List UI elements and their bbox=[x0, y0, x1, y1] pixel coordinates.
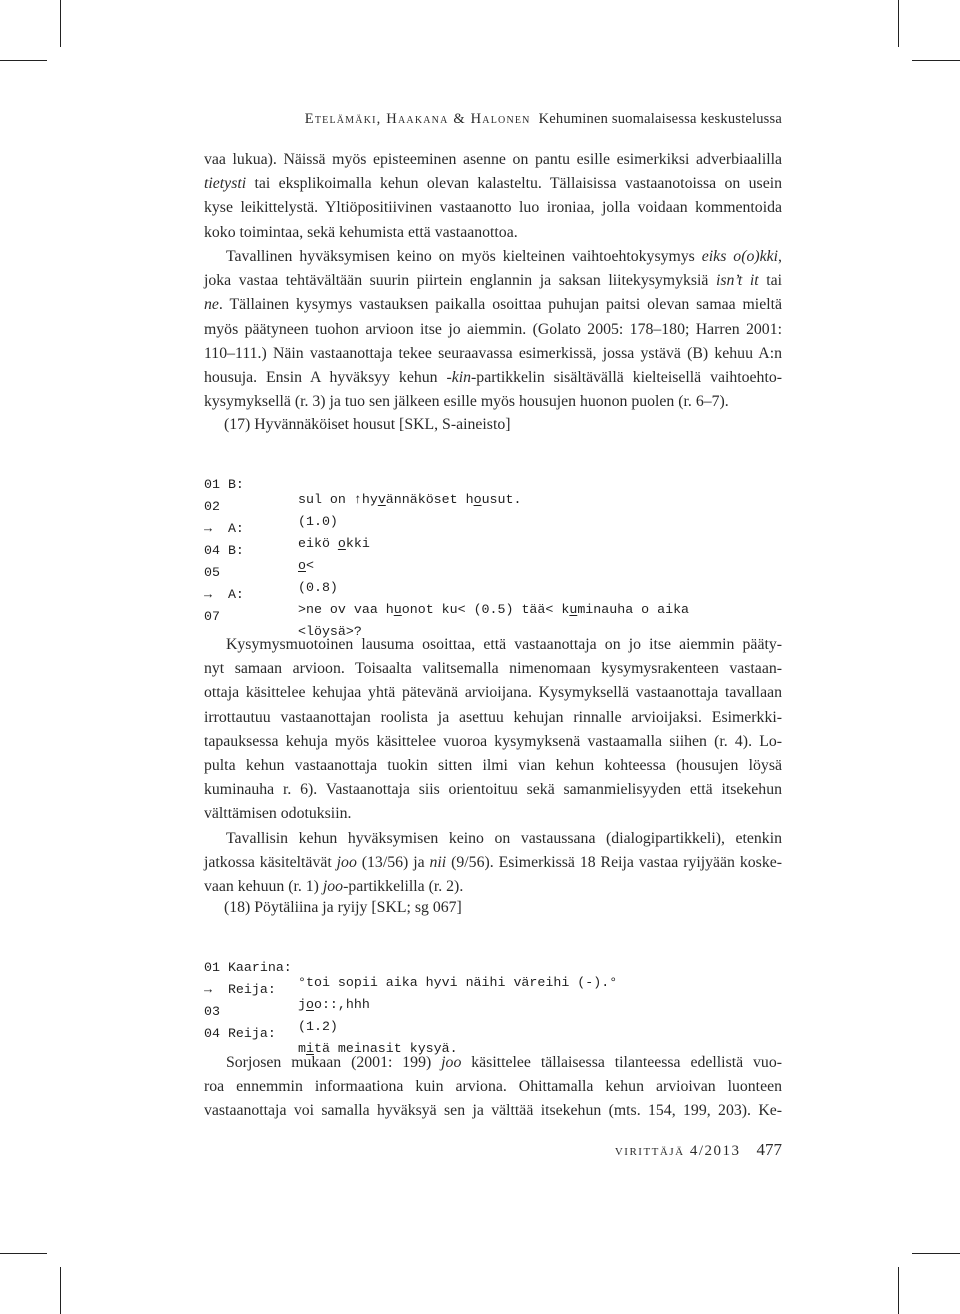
page-footer bbox=[610, 1140, 782, 1160]
crop-mark bbox=[912, 60, 960, 61]
text-line: kyse leikittelystä. Yltiöpositiivinen vastaanotto luo ironiaa, jolla voidaan kommentoida bbox=[204, 199, 782, 217]
text-line: housuja. Ensin A hyväksyy kehun -kin-partikkelin sisältävällä kielteisellä vaihtoehto- bbox=[204, 369, 783, 387]
paragraph-2 bbox=[204, 245, 782, 414]
text-line: ottaja käsittelee kehujaa yhtä pätevänä arvioijana. Kysymyksellä vastaanottaja tavallaan bbox=[204, 684, 782, 702]
transcript-line: 02 (1.0) bbox=[204, 499, 338, 529]
text-line: jatkossa käsiteltävät joo (13/56) ja nii (9/56). Esimerkissä 18 Reija vastaa ryijyään koske- bbox=[204, 854, 782, 872]
transcript-line: 01 B: sul on ↑hyvännäköset housut. bbox=[204, 477, 522, 507]
text-line: koko toimintaa, sekä kehumista että vastaanottoa. bbox=[204, 223, 518, 241]
pitch-up-arrow-icon: ↑ bbox=[353, 492, 362, 507]
example-18-caption: (18) Pöytäliina ja ryijy [SKL; sg 067] bbox=[224, 899, 462, 916]
transcript-line: 05 (0.8) bbox=[204, 565, 338, 595]
text-line: tietysti tai eksplikoimalla kehun olevan kalasteltu. Tällaisissa vastaanotoissa on usein bbox=[204, 175, 782, 193]
text-line: vaan kehuun (r. 1) joo-partikkelilla (r. 2). bbox=[204, 878, 464, 896]
transcript-line: 04 B: o< bbox=[204, 543, 314, 573]
text-line: roa ennemmin informaationa kuin arviona. Ohittamalla kehun arvioivan luonteen bbox=[204, 1078, 782, 1096]
text-line: vaa lukua). Näissä myös episteeminen asenne on pantu esille esimerkiksi adverbiaalilla bbox=[204, 151, 782, 168]
running-head-title: Kehuminen suomalaisessa keskustelussa bbox=[538, 111, 782, 127]
text-line: kuminauha r. 6). Vastaanottaja siis orientoituu sekä samanmielisyyden että itsekehun bbox=[204, 781, 782, 799]
text-line: välttämisen odotuksiin. bbox=[204, 805, 352, 823]
paragraph-5 bbox=[204, 1051, 782, 1124]
running-head-authors: Etelämäki, Haakana & Halonen bbox=[304, 111, 531, 127]
paragraph-1 bbox=[204, 148, 782, 245]
text-line: Tavallisin kehun hyväksymisen keino on vastaussana (dialogipartikkeli), etenkin bbox=[226, 830, 782, 847]
crop-mark bbox=[0, 1253, 47, 1254]
text-line: tapauksessa kehuja myös käsittelee vuoroa kysymyksenä vastaamalla siihen (r. 4). Lo- bbox=[204, 732, 782, 750]
text-line: Tavallinen hyväksymisen keino on myös kielteinen vaihtoehtokysymys eiks o(o)kki, bbox=[226, 248, 782, 265]
crop-mark bbox=[898, 1267, 899, 1314]
transcript-line: → A: eikö okki bbox=[204, 521, 370, 551]
transcript-line: 03 (1.2) bbox=[204, 1004, 338, 1034]
text-line: irrottautuu vastaanottajan roolista ja asettuu kehujan rinnalle arvioijaksi. Esimerkki- bbox=[204, 708, 782, 726]
transcript-line: 04 Reija: mitä meinasit kysyä. bbox=[204, 1026, 458, 1056]
text-line: Kysymysmuotoinen lausuma osoittaa, että vastaanottaja on jo itse aiemmin pääty- bbox=[226, 636, 782, 653]
text-line: ne. Tällainen kysymys vastauksen paikalla osoittaa puhujan paitsi olevan samaa mieltä bbox=[204, 296, 782, 314]
transcript-line: → A: >ne ov vaa huonot ku< (0.5) tää< kuminauha o aika bbox=[204, 587, 690, 617]
paragraph-3 bbox=[204, 633, 782, 827]
text-line: joka vastaa tehtävältään suurin piirtein englannin ja saksan liitekysymyksiä isn’t it tai bbox=[204, 272, 782, 290]
text-line: vastaanottaja voi samalla hyväksyä sen ja välttää itsekehun (mts. 154, 199, 203). Ke- bbox=[204, 1102, 782, 1120]
running-head bbox=[0, 111, 782, 128]
text-line: Sorjosen mukaan (2001: 199) joo käsittelee tällaisessa tilanteessa edellistä vuo- bbox=[226, 1054, 782, 1071]
crop-mark bbox=[0, 60, 47, 61]
paragraph-4 bbox=[204, 827, 782, 900]
crop-mark bbox=[898, 0, 899, 47]
example-17-caption: (17) Hyvännäköiset housut [SKL, S-aineisto] bbox=[224, 416, 511, 433]
journal-issue: virittäjä 4/2013 bbox=[614, 1143, 741, 1159]
crop-mark bbox=[912, 1253, 960, 1254]
crop-mark bbox=[60, 0, 61, 47]
transcript-line: → Reija: joo::,hhh bbox=[204, 982, 370, 1012]
text-line: pulta kehun vastaanottaja tuokin sitten ilmi vian kehun kohteessa (housujen löysä bbox=[204, 757, 782, 775]
transcript-line: 07 <löysä>? bbox=[204, 609, 362, 639]
text-line: nyt samaan arvioon. Toisaalta valitsemalla nimenomaan kysymysrakenteen vastaan- bbox=[204, 660, 782, 678]
text-line: myös päätyneen tuohon arvioon itse jo aiemmin. (Golato 2005: 178–180; Harren 2001: bbox=[204, 320, 782, 338]
transcript-line: 01 Kaarina: °toi sopii aika hyvi näihi väreihi (-).° bbox=[204, 960, 618, 990]
page-number: 477 bbox=[756, 1140, 782, 1159]
text-line: 110–111.) Näin vastaanottaja tekee seuraavassa esimerkissä, jossa ystävä (B) kehuu A:n bbox=[204, 344, 782, 362]
text-line: kysymyksellä (r. 3) ja tuo sen jälkeen esille myös housujen huonon puolen (r. 6–7). bbox=[204, 393, 729, 411]
crop-mark bbox=[60, 1267, 61, 1314]
